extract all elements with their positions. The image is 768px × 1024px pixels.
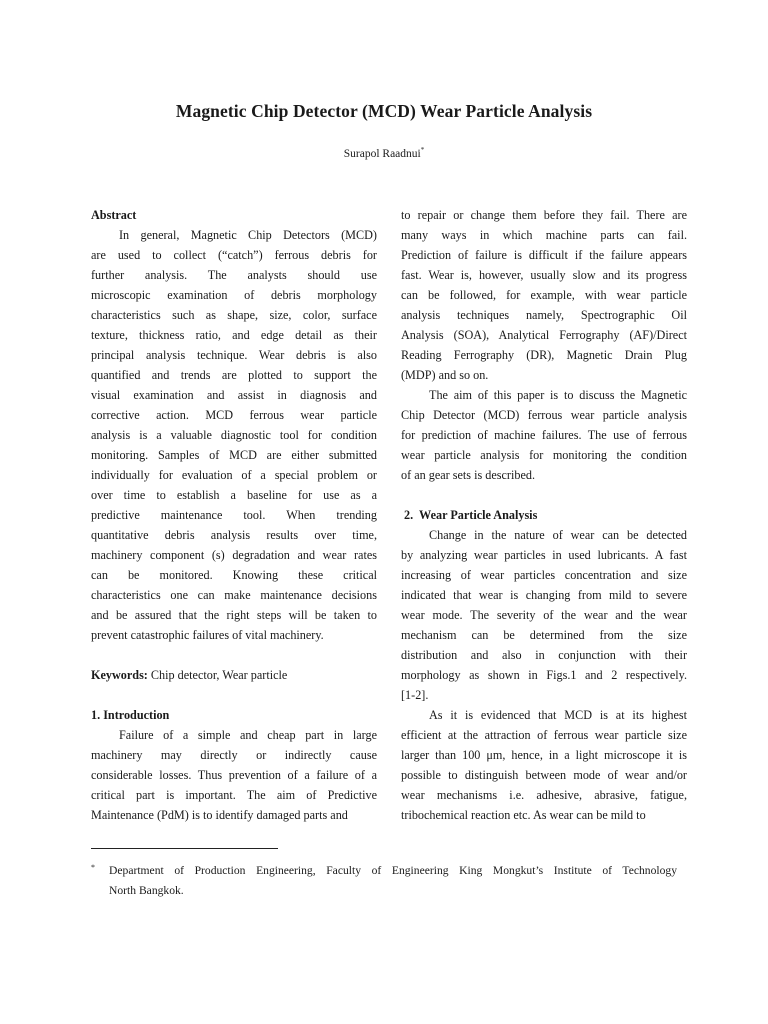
text-line: machinery component (s) degradation and wear rates bbox=[91, 548, 377, 562]
text-line: wear particle analysis for monitoring the condition bbox=[401, 448, 687, 462]
text-line: for prediction of machine failures. The use of ferrous bbox=[401, 428, 687, 442]
text-line: many ways in which machine parts can fail. bbox=[401, 228, 687, 242]
text-line: microscopic examination of debris morphology bbox=[91, 288, 377, 302]
author-footnote-mark: * bbox=[420, 146, 425, 154]
text-line: can be followed, for example, with wear particle bbox=[401, 288, 687, 302]
section-2-heading: 2. Wear Particle Analysis bbox=[401, 508, 538, 522]
text-line: characteristics such as shape, size, color, surface bbox=[91, 308, 377, 322]
keywords-label: Keywords: bbox=[91, 668, 148, 682]
text-line: As it is evidenced that MCD is at its highest bbox=[429, 708, 687, 722]
text-line: monitoring. Samples of MCD are either submitted bbox=[91, 448, 377, 462]
text-line: wear mode. The severity of the wear and the wear bbox=[401, 608, 687, 622]
keywords bbox=[91, 665, 377, 685]
paper-title: Magnetic Chip Detector (MCD) Wear Particle Analysis bbox=[175, 101, 593, 121]
text-line: further analysis. The analysts should use bbox=[91, 268, 377, 282]
text-line: critical part is important. The aim of Predictive bbox=[91, 788, 377, 802]
footnote bbox=[91, 861, 677, 901]
text-line: tribochemical reaction etc. As wear can be mild to bbox=[401, 808, 646, 822]
text-line: increasing of wear particles concentration and size bbox=[401, 568, 687, 582]
section-2-paragraph-2 bbox=[401, 705, 687, 825]
text-line: (MDP) and so on. bbox=[401, 368, 489, 382]
text-line: Prediction of failure is difficult if the failure appears bbox=[401, 248, 687, 262]
text-line: quantified and trends are plotted to support the bbox=[91, 368, 377, 382]
author-name: Surapol Raadnui bbox=[343, 148, 421, 160]
text-line: Reading Ferrography (DR), Magnetic Drain Plug bbox=[401, 348, 687, 362]
text-line: possible to distinguish between mode of wear and/or bbox=[401, 768, 687, 782]
text-line: analysis is a valuable diagnostic tool for condition bbox=[91, 428, 377, 442]
text-line: distribution and also in conjunction with their bbox=[401, 648, 687, 662]
text-line: can be monitored. Knowing these critical bbox=[91, 568, 377, 582]
left-column bbox=[91, 205, 377, 825]
text-line: prevent catastrophic failures of vital machinery. bbox=[91, 628, 324, 642]
text-line: mechanism can be determined from the size bbox=[401, 628, 687, 642]
text-line: Analysis (SOA), Analytical Ferrography (AF)/Direct bbox=[401, 328, 687, 342]
abstract-heading: Abstract bbox=[91, 208, 137, 222]
text-line: morphology as shown in Figs.1 and 2 respectively. bbox=[401, 668, 687, 682]
text-line: and be assured that the right steps will be taken to bbox=[91, 608, 377, 622]
text-line: analysis techniques namely, Spectrographic Oil bbox=[401, 308, 687, 322]
text-line: wear mechanisms i.e. adhesive, abrasive, fatigue, bbox=[401, 788, 687, 802]
text-line: North Bangkok. bbox=[109, 884, 184, 897]
text-line: by analyzing wear particles in used lubricants. A fast bbox=[401, 548, 687, 562]
text-line: larger than 100 μm, hence, in a light microscope it is bbox=[401, 748, 687, 762]
text-line: over time to establish a baseline for use as a bbox=[91, 488, 377, 502]
introduction-body bbox=[91, 725, 377, 825]
text-line: Change in the nature of wear can be detected bbox=[429, 528, 687, 542]
right-column bbox=[401, 205, 687, 825]
text-line: of an gear sets is described. bbox=[401, 468, 536, 482]
keywords-value: Chip detector, Wear particle bbox=[147, 668, 288, 682]
text-line: visual examination and assist in diagnosis and bbox=[91, 388, 377, 402]
text-line: indicated that wear is changing from mild to severe bbox=[401, 588, 687, 602]
text-line: quantitative debris analysis results over time, bbox=[91, 528, 377, 542]
text-line: principal analysis technique. Wear debris is also bbox=[91, 348, 377, 362]
footnote-mark: * bbox=[91, 863, 95, 872]
text-line: are used to collect (“catch”) ferrous debris for bbox=[91, 248, 377, 262]
text-line: Maintenance (PdM) is to identify damaged parts and bbox=[91, 808, 348, 822]
text-line: Failure of a simple and cheap part in large bbox=[119, 728, 377, 742]
author-line bbox=[0, 146, 768, 160]
text-line: characteristics one can make maintenance decisions bbox=[91, 588, 377, 602]
text-line: individually for evaluation of a special problem or bbox=[91, 468, 377, 482]
introduction-heading: 1. Introduction bbox=[91, 708, 170, 722]
text-line: considerable losses. Thus prevention of a failure of a bbox=[91, 768, 377, 782]
text-line: Department of Production Engineering, Faculty of Engineering King Mongkut’s Institute of Technology bbox=[109, 864, 677, 877]
text-line: Chip Detector (MCD) ferrous wear particle analysis bbox=[401, 408, 687, 422]
text-line: machinery may directly or indirectly cause bbox=[91, 748, 377, 762]
text-line: The aim of this paper is to discuss the Magnetic bbox=[429, 388, 687, 402]
abstract-body bbox=[91, 225, 377, 645]
text-line: efficient at the attraction of ferrous wear particle size bbox=[401, 728, 687, 742]
text-line: texture, thickness ratio, and edge detail as their bbox=[91, 328, 377, 342]
text-line: [1-2]. bbox=[401, 688, 429, 702]
aim-paragraph bbox=[401, 385, 687, 485]
text-line: to repair or change them before they fail. There are bbox=[401, 208, 687, 222]
text-line: corrective action. MCD ferrous wear particle bbox=[91, 408, 377, 422]
footnote-text bbox=[109, 861, 677, 901]
section-2-paragraph-1 bbox=[401, 525, 687, 705]
introduction-continued-paragraph bbox=[401, 205, 687, 385]
text-line: predictive maintenance tool. When trending bbox=[91, 508, 377, 522]
footnote-divider bbox=[91, 848, 278, 849]
text-line: fast. Wear is, however, usually slow and its progress bbox=[401, 268, 687, 282]
text-line: In general, Magnetic Chip Detectors (MCD) bbox=[119, 228, 377, 242]
